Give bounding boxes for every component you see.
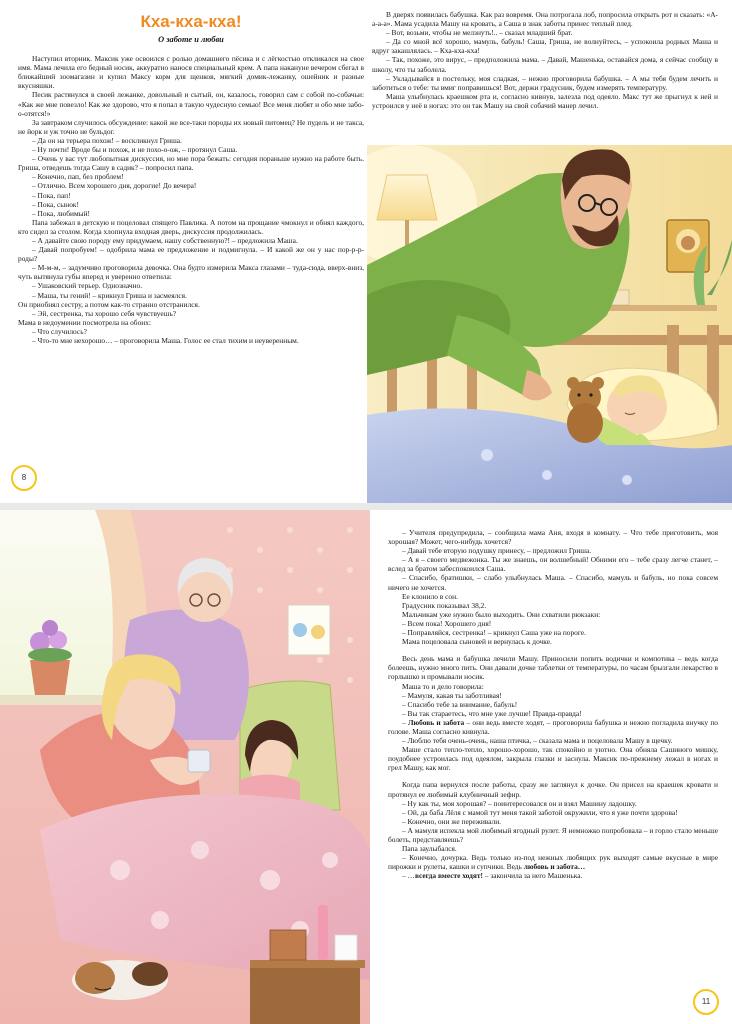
paragraph: – Любовь и забота – они ведь вместе ходят, – проговорила бабушка и нежно погладила внучку по голове. Маша согласно кивнула. [388,717,718,736]
bottom-right-column [388,528,718,880]
illustration-girl-in-bed [0,510,370,1024]
top-left-column [18,10,364,345]
paragraph: – Спасибо, братишки, – слабо улыбнулась Маша. – Спасибо, мамуль и бабуль, но пока совсем ничего не хочется. [388,573,718,592]
paragraph: – Конечно, дочурка. Ведь только из-под нежных любящих рук выходят самые вкусные в мире пирожки и рулеты, кашки и супчики. Ведь любовь и забота… [388,853,718,872]
paragraph: – А я – своего медвежонка. Ты же знаешь, он волшебный! Обними его – тебе сразу легче станет, – вслед за братом забеспокоился Саша. [388,555,718,574]
paragraph: – А давайте свою породу ему придумаем, нашу собственную?! – предложила Маша. [32,235,298,245]
paragraph: Ее клонило в сон. [402,591,458,601]
paragraph: – …всегда вместе ходят! – закончила за него Машенька. [402,871,583,881]
girl-in-bed-drawing [0,510,370,1024]
paragraph: Когда папа вернулся после работы, сразу же заглянул к дочке. Он присел на краешек кровати и протянул ее любимый клубничный зефир. [388,780,718,799]
paragraph: – Очень у вас тут любопытная дискуссия, но мне пора бежать: сегодня пораньше нужно на работе быть. Гриша, отведешь тогда Сашу в садик? – попросил папа. [18,154,364,173]
paragraph: – Вот, возьми, чтобы не мелзнуть!.. – сказал младший брат. [386,28,573,38]
paragraph: – Укладывайся в постельку, моя сладкая, – нежно проговорила бабушка. – А мы тебя будем лечить и заботиться о тебе: ты вмиг поправишься! Вот, держи градусник, будем измерять температуру. [372,73,718,92]
paragraph: – Пока, сынок! [32,199,79,209]
paragraph: – Ну как ты, моя хорошая? – поинтересовался он и взял Машину ладошку. [402,798,637,808]
paragraph: Папа забежал в детскую и поцеловал спящего Павлика. А потом на прощание чмокнул и обнял каждого, кто сидел за столом. Когда хлопнула входная дверь, дискуссия продолжилась. [18,217,364,236]
paragraph: – Всем пока! Хорошего дня! [402,618,492,628]
paragraph: – Ушаковский терьер. Однозначно. [32,281,143,291]
paragraph: Песик растянулся в своей лежанке, довольный и сытый, он, казалось, говорил сам с собой по-собачьи: «Как же мне повезло! Как же здорово, что я попал в такую чудесную семью! Все меня любят и обо мне забо-о-отятся!» [18,90,364,118]
paragraph: – А мамуля испекла мой любимый ягодный рулет. Я немножко попробовала – и горло стало меньше болеть, представляешь? [388,825,718,844]
paragraph: – М-м-м, – задумчиво проговорила девочка. Она будто измерила Макса глазами – туда-сюда, вверх-вниз, чуть вытянула губы вперед и уверенно ответила: [18,263,364,282]
paragraph: – Так, похоже, это вирус, – предположила мама. – Давай, Машенька, оставайся дома, я сейчас сообщу в школу, что ты заболела. [372,55,718,74]
paragraph: Маше стало тепло-тепло, хорошо-хорошо, так спокойно и уютно. Она обняла Сашиного мишку, поудобнее устроилась под одеялом, закрыла глазки и заснула. Максик по-прежнему лежал в ногах и грел Машу, как мог. [388,745,718,773]
page-number-right: 11 [693,989,719,1015]
paragraph: – Учителя предупредила, – сообщила мама Аня, входя в комнату. – Что тебе приготовить, моя хорошая? Может, чего-нибудь хочется? [388,528,718,547]
paragraph: – Ну почти! Вроде бы и похож, и не похо-о-ож, – протянул Саша. [32,145,238,155]
father-baby-drawing [367,145,732,503]
top-right-column [372,10,718,110]
paragraph: За завтраком случилось обсуждение: какой же все-таки породы их новый питомец? Не пудель и не такса, не йорк и уж точно не бульдог. [18,117,364,136]
paragraph: – Да со мной всё хорошо, мамуль, бабуль! Саша, Гриша, не волнуйтесь, – успокоила родных Маша и вдруг закашлялась. – Кха-кха-кха! [372,37,718,56]
paragraph: – Давай тебе вторую подушку принесу, – предложил Гриша. [402,546,592,556]
paragraph: – Люблю тебя очень-очень, наша птичка, – сказала мама и поцеловала Машу в щечку. [402,736,673,746]
paragraph: – Пока, пап! [32,190,71,200]
paragraph: Папа заулыбался. [402,844,457,854]
paragraph: – Давай попробуем! – одобрила мама ее предложение и подмигнула. – И какой же он у нас пор-р-р-роды? [18,245,364,264]
paragraph: – Пока, любимый! [32,208,91,218]
paragraph: – Поправляйся, сестренка! – крикнул Саша уже на пороге. [402,628,586,638]
paragraph: – Маша, ты гений! – крикнул Гриша и засмеялся. [32,290,187,300]
story-subtitle: О заботе и любви [158,35,224,44]
paragraph: Маша то и дело говорила: [402,681,484,691]
paragraph: Мама в недоумении посмотрела на обоих: [18,317,151,327]
paragraph: Весь день мама и бабушка лечили Машу. Приносили попить водички и компотика – ведь когда болеешь, нужно много пить. Они давали дочке таблетки от температуры, по часам брызгали лекарство в горлышко и промывали носик. [388,654,718,682]
paragraph: – Ой, да баба Лёля с мамой тут меня такой заботой окружили, что я уже почти здорова! [402,807,678,817]
paragraph: Мама поцеловала сыновей и вернулась к дочке. [402,637,552,647]
paragraph: В дверях появилась бабушка. Как раз вовремя. Она потрогала лоб, попросила открыть рот и сказать: «А-а-а-а». Мама усадила Машу на кровать, а Саша в знак заботы принес теплый плед. [372,10,718,29]
paragraph: – Спасибо тебе за внимание, бабуль! [402,699,518,709]
paragraph: Маша улыбнулась краешком рта и, согласно кивнув, залезла под одеяло. Макс тут же прыгнул к ней и устроился у неё в ногах: это он так Машу на свой собачий манер лечил. [372,91,718,110]
paragraph: – Конечно, пап, без проблем! [32,172,124,182]
paragraph: – Что случилось? [32,326,87,336]
page-number-left: 8 [11,465,37,491]
paragraph: – Эй, сестренка, ты хорошо себя чувствуешь? [32,308,176,318]
paragraph: – Конечно, они же переживали. [402,816,502,826]
paragraph: Мальчикам уже нужно было выходить. Они схватили рюкзаки: [402,609,601,619]
paragraph: – Что-то мне нехорошо… – проговорила Маша. Голос ее стал тихим и неуверенным. [32,336,299,345]
paragraph: Он приобнял сестру, а потом как-то странно отстранился. [18,299,200,309]
paragraph: – Отлично. Всем хорошего дня, дорогие! До вечера! [32,181,197,191]
paragraph: Наступил вторник. Максик уже освоился с ролью домашнего пёсика и с лёгкостью откликался на свое имя. Мама лечила его бедный носик, аккуратно нанося специальный крем. А папа накануне вечером сбегал в ближайший зоомагазин и купил Максу корм для щенков, мягкий домик-лежанку, ошейник и разные вкусняшки. [18,54,364,91]
paragraph: Градусник показывал 38,2. [402,600,487,610]
paragraph: – Вы так стараетесь, что мне уже лучше! Правда-правда! [402,708,582,718]
story-title: Кха-кха-кха! [140,12,242,31]
paragraph: – Мамуля, какая ты заботливая! [402,690,502,700]
illustration-father-baby [367,145,732,503]
paragraph: – Да он на терьера похож! – воскликнул Гриша. [32,135,182,145]
